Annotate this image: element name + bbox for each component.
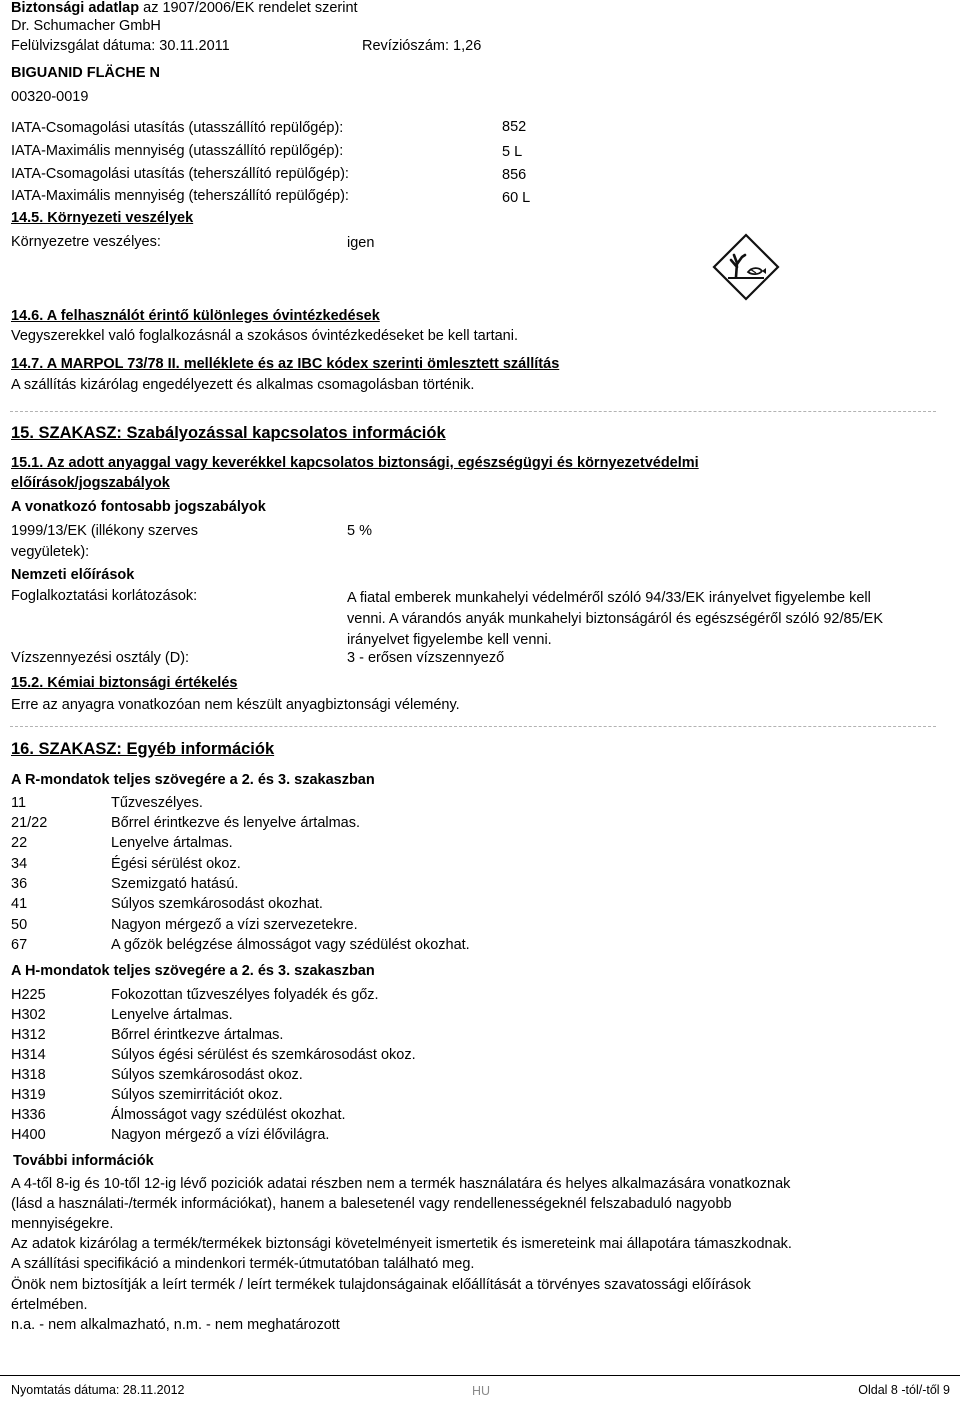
- voc-value: 5 %: [347, 523, 372, 539]
- section-14-7-heading: 14.7. A MARPOL 73/78 II. melléklete és az IBC kódex szerinti ömlesztett szállítás: [11, 356, 560, 372]
- r-phrase-code: 36: [11, 876, 28, 892]
- r-phrase-text: Lenyelve ártalmas.: [111, 835, 233, 851]
- h-phrase-code: H318: [11, 1067, 46, 1083]
- further-info-heading: További információk: [13, 1153, 154, 1169]
- further-info-line: (lásd a használati-/termék információkat), hanem a balesetenél vagy rendellenességeknél felszabaduló nagyobb: [11, 1196, 732, 1212]
- environment-hazard-icon: [712, 233, 780, 301]
- h-phrase-code: H302: [11, 1007, 46, 1023]
- water-hazard-label: Vízszennyezési osztály (D):: [11, 650, 190, 666]
- environment-hazard-label: Környezetre veszélyes:: [11, 234, 161, 250]
- h-phrase-text: Bőrrel érintkezve ártalmas.: [111, 1027, 284, 1043]
- document-title-rest: az 1907/2006/EK rendelet szerint: [143, 0, 358, 16]
- r-phrase-text: A gőzök belégzése álmosságot vagy szédülést okozhat.: [111, 937, 470, 953]
- h-phrase-text: Álmosságot vagy szédülést okozhat.: [111, 1107, 346, 1123]
- iata-value-1: 852: [502, 119, 527, 135]
- h-phrase-code: H400: [11, 1127, 46, 1143]
- print-date: Nyomtatás dátuma: 28.11.2012: [11, 1383, 185, 1397]
- section-14-7-text: A szállítás kizárólag engedélyezett és alkalmas csomagolásban történik.: [11, 377, 475, 393]
- iata-value-4: 60 L: [502, 190, 531, 206]
- r-phrase-text: Bőrrel érintkezve és lenyelve ártalmas.: [111, 815, 361, 831]
- h-phrase-code: H225: [11, 987, 46, 1003]
- revision-number: Revíziószám: 1,26: [362, 38, 482, 54]
- eu-regulations-heading: A vonatkozó fontosabb jogszabályok: [11, 499, 266, 515]
- h-phrases-heading: A H-mondatok teljes szövegére a 2. és 3. szakaszban: [11, 963, 375, 979]
- r-phrase-code: 67: [11, 937, 28, 953]
- product-name: BIGUANID FLÄCHE N: [11, 65, 161, 81]
- r-phrases-heading: A R-mondatok teljes szövegére a 2. és 3. szakaszban: [11, 772, 375, 788]
- section-14-6-text: Vegyszerekkel való foglalkozásnál a szokásos óvintézkedéseket be kell tartani.: [11, 328, 518, 344]
- r-phrase-code: 21/22: [11, 815, 48, 831]
- further-info-line: mennyiségekre.: [11, 1216, 114, 1232]
- section-15-2-text: Erre az anyagra vonatkozóan nem készült anyagbiztonsági vélemény.: [11, 697, 460, 713]
- document-title-bold: Biztonsági adatlap: [11, 0, 140, 16]
- iata-label-4: IATA-Maximális mennyiség (teherszállító repülőgép):: [11, 188, 349, 204]
- footer-rule: [0, 1375, 960, 1376]
- h-phrase-text: Fokozottan tűzveszélyes folyadék és gőz.: [111, 987, 379, 1003]
- section-14-5-heading: 14.5. Környezeti veszélyek: [11, 210, 194, 226]
- section-15-1-heading-line2: előírások/jogszabályok: [11, 475, 170, 491]
- h-phrase-code: H314: [11, 1047, 46, 1063]
- r-phrase-code: 34: [11, 856, 28, 872]
- h-phrase-code: H312: [11, 1027, 46, 1043]
- r-phrase-code: 11: [11, 795, 27, 811]
- h-phrase-text: Nagyon mérgező a vízi élővilágra.: [111, 1127, 330, 1143]
- h-phrase-text: Lenyelve ártalmas.: [111, 1007, 233, 1023]
- company-name: Dr. Schumacher GmbH: [11, 18, 161, 34]
- further-info-line: Önök nem biztosítják a leírt termék / leírt termékek tulajdonságainak előállítását a törvényes szavatossági előírások: [11, 1277, 751, 1293]
- section-16-heading: 16. SZAKASZ: Egyéb információk: [11, 740, 275, 758]
- r-phrase-code: 22: [11, 835, 28, 851]
- section-divider: [10, 726, 936, 727]
- iata-label-1: IATA-Csomagolási utasítás (utasszállító repülőgép):: [11, 120, 344, 136]
- product-code: 00320-0019: [11, 89, 89, 105]
- national-regulations-heading: Nemzeti előírások: [11, 567, 135, 583]
- r-phrase-text: Égési sérülést okoz.: [111, 856, 241, 872]
- section-14-6-heading: 14.6. A felhasználót érintő különleges óvintézkedések: [11, 308, 380, 324]
- h-phrase-text: Súlyos égési sérülést és szemkárosodást okoz.: [111, 1047, 416, 1063]
- iata-value-2: 5 L: [502, 144, 523, 160]
- r-phrase-text: Szemizgató hatású.: [111, 876, 239, 892]
- section-15-1-heading-line1: 15.1. Az adott anyaggal vagy keverékkel kapcsolatos biztonsági, egészségügyi és környezetvédelmi: [11, 455, 699, 471]
- h-phrase-code: H319: [11, 1087, 46, 1103]
- further-info-line: n.a. - nem alkalmazható, n.m. - nem meghatározott: [11, 1317, 340, 1333]
- iata-value-3: 856: [502, 167, 527, 183]
- r-phrase-code: 50: [11, 917, 28, 933]
- r-phrase-text: Súlyos szemkárosodást okozhat.: [111, 896, 323, 912]
- h-phrase-code: H336: [11, 1107, 46, 1123]
- r-phrase-text: Tűzveszélyes.: [111, 795, 203, 811]
- language-code: HU: [472, 1384, 491, 1398]
- environment-hazard-value: igen: [347, 235, 375, 251]
- section-15-heading: 15. SZAKASZ: Szabályozással kapcsolatos információk: [11, 424, 446, 442]
- iata-label-2: IATA-Maximális mennyiség (utasszállító repülőgép):: [11, 143, 344, 159]
- iata-label-3: IATA-Csomagolási utasítás (teherszállító repülőgép):: [11, 166, 349, 182]
- further-info-line: értelmében.: [11, 1297, 88, 1313]
- water-hazard-value: 3 - erősen vízszennyező: [347, 650, 505, 666]
- employment-restrictions-label: Foglalkoztatási korlátozások:: [11, 588, 198, 604]
- employment-restrictions-value: A fiatal emberek munkahelyi védelméről szóló 94/33/EK irányelvet figyelembe kell venni. A várandós anyák munkahelyi biztonságáról és egészségéről szóló 92/85/EK irányelvet figyelembe kell venni.: [347, 590, 884, 648]
- revision-date: Felülvizsgálat dátuma: 30.11.2011: [11, 38, 230, 54]
- further-info-line: A 4-től 8-ig és 10-től 12-ig lévő poziciók adatai részben nem a termék használatára és helyes alkalmazására vonatkoznak: [11, 1176, 791, 1192]
- further-info-line: Az adatok kizárólag a termék/termékek biztonsági követelményeit ismertetik és ismereteink mai állapotára támaszkodnak.: [11, 1236, 792, 1252]
- h-phrase-text: Súlyos szemirritációt okoz.: [111, 1087, 283, 1103]
- r-phrase-code: 41: [11, 896, 28, 912]
- section-divider: [10, 411, 936, 412]
- r-phrase-text: Nagyon mérgező a vízi szervezetekre.: [111, 917, 358, 933]
- further-info-line: A szállítási specifikáció a mindenkori termék-útmutatóban található meg.: [11, 1256, 475, 1272]
- section-15-2-heading: 15.2. Kémiai biztonsági értékelés: [11, 675, 238, 691]
- page-number: Oldal 8 -tól/-től 9: [858, 1383, 950, 1397]
- document-title: [11, 0, 358, 16]
- h-phrase-text: Súlyos szemkárosodást okoz.: [111, 1067, 303, 1083]
- voc-label: 1999/13/EK (illékony szerves vegyületek):: [11, 523, 198, 560]
